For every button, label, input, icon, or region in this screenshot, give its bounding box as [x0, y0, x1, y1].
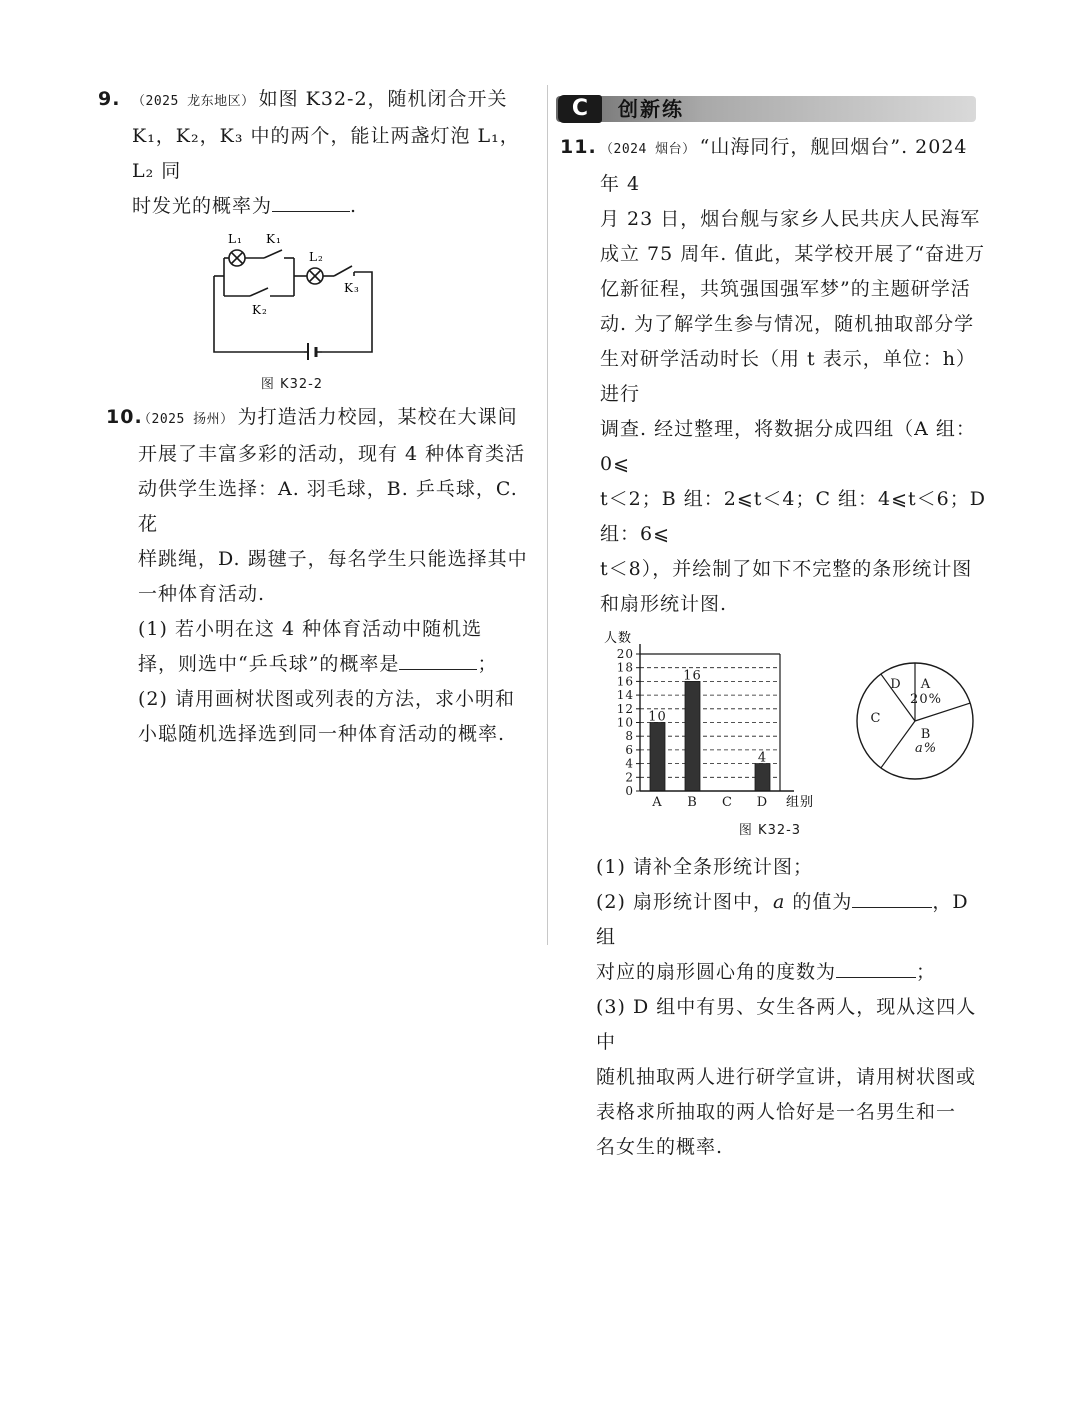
bar-y-axis-label: 人数 [604, 631, 633, 646]
switch-k2-icon [250, 288, 268, 296]
bar-d [755, 764, 770, 791]
text-line: 如图 K32-2，随机闭合开关 [258, 88, 508, 110]
bar-data-label: 4 [757, 750, 768, 766]
text-line: 随机抽取两人进行研学宣讲，请用树状图或 [596, 1066, 977, 1088]
x-tick-label: B [687, 795, 698, 810]
problem-source: （2025 扬州） [138, 412, 234, 427]
y-tick-label: 8 [625, 729, 634, 744]
y-tick-label: 18 [616, 660, 634, 675]
text-line: 生对研学活动时长（用 t 表示，单位：h）进行 [600, 348, 976, 405]
circuit-figure [192, 230, 540, 372]
y-tick-label: 20 [616, 647, 634, 661]
bar-data-label: 16 [683, 668, 702, 684]
x-tick-label: C [722, 795, 733, 810]
sub-question-2: (2) 请用画树状图或列表的方法，求小明和 [138, 688, 515, 710]
y-tick-label: 10 [616, 715, 634, 730]
switch-k1-icon [264, 250, 282, 258]
sub-question-1: (1) 请补全条形统计图； [596, 856, 813, 878]
text-line: 为打造活力校园，某校在大课间 [237, 406, 518, 428]
section-title: 创新练 [618, 97, 684, 121]
pie-label-c: C [870, 711, 882, 726]
problem-11: 11. （2024 烟台） “山海同行，舰回烟台”. 2024 年 4 月 23 日，烟台舰与家乡人民共庆人民海军 成立 75 周年. 值此，某学校开展了“奋进万 亿新征程，共筑强国强军梦”的主题研学活 动. 为了解学生参与情况，随机抽取部分学 生对研学活动时长（用 t 表示，单位：h）进行 调查. 经过整理，将数据分成四组（A 组：0⩽ t＜2；B 组：2⩽t＜4；C 组：4⩽t＜6；D 组：6⩽ t＜8），并绘制了如下不完整的条形统计图 和扇形统计图. 人数 组别 0 2 4 6 8 10 12 14 16 18 20 10 16 4 A B C D A 20% B a% C D 图 K32-3 (1) 请补全条形统计图； (2) 扇形统计图中，a 的值为 ，D 组 对应的扇形圆心角的度数为 ； (3) D 组中有男、女生各两人，现从这四人中 随机抽取两人进行研学宣讲，请用树状图或 表格求所抽取的两人恰好是一名男生和一 名女生的概率. [556, 130, 986, 1165]
text-line: 时发光的概率为 [132, 195, 273, 217]
label-k2: K₂ [252, 303, 268, 317]
text-line: 开展了丰富多彩的活动，现有 4 种体育类活 [138, 443, 526, 465]
label-k1: K₁ [266, 232, 282, 246]
pie-label-b: B [920, 727, 932, 742]
text-line: K₁，K₂，K₃ 中的两个，能让两盏灯泡 L₁，L₂ 同 [132, 125, 520, 182]
label-l2: L₂ [309, 250, 324, 264]
y-tick-label: 4 [625, 756, 634, 771]
text-line: 动供学生选择：A. 羽毛球，B. 乒乓球，C. 花 [138, 478, 518, 535]
charts-figure [590, 628, 986, 828]
text-line: 名女生的概率. [596, 1136, 724, 1158]
answer-blank[interactable] [852, 885, 932, 908]
bar-data-label: 10 [648, 709, 667, 725]
y-tick-label: 14 [616, 688, 634, 703]
text-line: (2) 扇形统计图中， [596, 891, 773, 913]
problem-number: 11. [560, 136, 597, 158]
x-tick-label: D [756, 795, 769, 810]
circuit-diagram [192, 230, 392, 360]
problem-source: （2025 龙东地区） [132, 94, 255, 109]
problem-number: 10. [106, 406, 143, 428]
problem-10: 10. （2025 扬州） 为打造活力校园，某校在大课间 开展了丰富多彩的活动，现有 4 种体育类活 动供学生选择：A. 羽毛球，B. 乒乓球，C. 花 样跳绳，D. 踢毽子，每名学生只能选择其中 一种体育活动. (1) 若小明在这 4 种体育活动中随机选 择，则选中“乒乓球”的概率是 ； (2) 请用画树状图或列表的方法，求小明和 小聪随机选择选到同一种体育活动的概率. [100, 400, 540, 752]
pie-value-label: 20% [910, 692, 942, 707]
answer-blank[interactable] [272, 189, 350, 212]
sub-question-1: (1) 若小明在这 4 种体育活动中随机选 [138, 618, 483, 640]
sub-question-3: (3) D 组中有男、女生各两人，现从这四人中 [596, 996, 977, 1053]
bar-chart [590, 628, 830, 818]
pie-value-label: a% [914, 741, 938, 756]
text-line: t＜2；B 组：2⩽t＜4；C 组：4⩽t＜6；D 组：6⩽ [600, 488, 987, 545]
text-line: 样跳绳，D. 踢毽子，每名学生只能选择其中 [138, 548, 528, 570]
column-divider [547, 85, 548, 945]
switch-k3-icon [334, 266, 352, 276]
x-tick-label: A [652, 795, 663, 810]
label-l1: L₁ [228, 232, 243, 246]
text-line: “山海同行，舰回烟台”. 2024 年 4 [600, 136, 968, 195]
section-badge: C [558, 95, 602, 123]
y-tick-label: 2 [625, 770, 634, 785]
bar-b [685, 681, 700, 791]
pie-label-d: D [890, 677, 902, 692]
pie-label-a: A [920, 677, 932, 692]
answer-blank[interactable] [836, 955, 916, 978]
y-tick-label: 0 [625, 784, 634, 798]
bar-x-axis-label: 组别 [786, 795, 815, 810]
label-k3: K₃ [344, 281, 360, 295]
text-line: 小聪随机选择选到同一种体育活动的概率. [138, 723, 506, 745]
text-line: 择，则选中“乒乓球”的概率是 [138, 653, 400, 675]
text-line: 表格求所抽取的两人恰好是一名男生和一 [596, 1101, 957, 1123]
problem-source: （2024 烟台） [600, 142, 696, 157]
y-tick-label: 16 [616, 674, 634, 689]
text-line: 动. 为了解学生参与情况，随机抽取部分学 [600, 313, 975, 335]
text-line: 亿新征程，共筑强国强军梦”的主题研学活 [600, 278, 971, 300]
text-line: 月 23 日，烟台舰与家乡人民共庆人民海军 [600, 208, 981, 230]
problem-number: 9. [98, 88, 121, 110]
figure-caption: 图 K32-3 [738, 823, 802, 838]
text-line: 一种体育活动. [138, 583, 266, 605]
text-line: 调查. 经过整理，将数据分成四组（A 组：0⩽ [600, 418, 976, 475]
answer-blank[interactable] [399, 647, 477, 670]
text-line: 和扇形统计图. [600, 593, 728, 615]
figure-caption: 图 K32-2 [260, 377, 324, 392]
text-line: t＜8），并绘制了如下不完整的条形统计图 [600, 558, 973, 580]
pie-chart [850, 656, 980, 786]
problem-9: 9. （2025 龙东地区） 如图 K32-2，随机闭合开关 K₁，K₂，K₃ 中的两个，能让两盏灯泡 L₁，L₂ 同 时发光的概率为 . L₁ K₁ L₂ K₂ K₃ 图 K32-2 [100, 82, 540, 394]
y-tick-label: 12 [616, 701, 634, 716]
y-tick-label: 6 [625, 742, 634, 757]
text-line: 对应的扇形圆心角的度数为 [596, 961, 837, 983]
right-column [556, 96, 986, 1165]
section-banner [556, 96, 986, 126]
left-column [100, 82, 540, 752]
bar-a [650, 723, 665, 792]
text-line: 成立 75 周年. 值此，某学校开展了“奋进万 [600, 243, 986, 265]
variable-a: a [772, 891, 786, 913]
